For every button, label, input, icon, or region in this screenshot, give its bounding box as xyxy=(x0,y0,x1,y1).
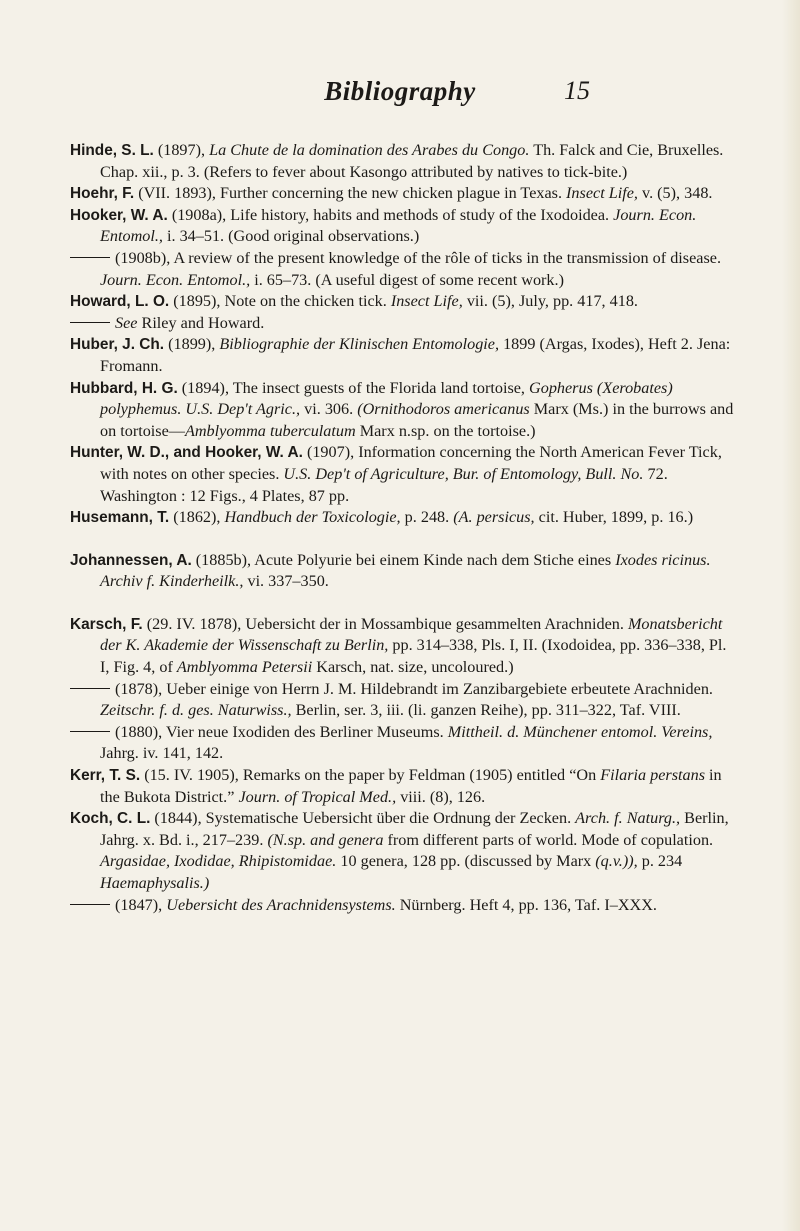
entry-hoehr xyxy=(70,183,735,205)
entry-date: (1897), xyxy=(157,141,206,159)
entry-see: See xyxy=(115,313,138,332)
bibliography-entries xyxy=(70,140,735,916)
entry-text: in the Bukota District.” xyxy=(100,766,722,806)
entry-title: Handbuch der Toxicologie, xyxy=(224,508,401,527)
entry-date: (1908a), xyxy=(171,205,227,224)
entry-details: Berlin, ser. 3, iii. (li. ganzen Reihe), pp. 311–322, Taf. VIII. xyxy=(295,701,681,720)
entry-journal: Journ. Econ. Entomol., xyxy=(100,205,697,246)
entry-author: Huber, J. Ch. xyxy=(70,336,165,354)
entry-author: Karsch, F. xyxy=(70,615,143,633)
entry-huber xyxy=(70,334,735,377)
entry-date: (1847), xyxy=(115,895,163,914)
entry-italic: Haemaphysalis.) xyxy=(100,874,210,892)
entry-text: pp. 314–338, Pls. I, II. (Ixodoidea, pp. 336–338, Pl. I, Fig. 4, of xyxy=(100,636,727,677)
entry-title: La Chute de la domination des Arabes du Congo. xyxy=(209,141,530,159)
entry-text: Further concerning the new chicken plague in Texas. xyxy=(220,184,562,203)
entry-date: (1878), xyxy=(115,679,163,698)
entry-hooker-1908b xyxy=(70,248,735,291)
entry-title: Uebersicht des Arachnidensystems. xyxy=(166,895,396,914)
entry-hinde xyxy=(70,140,735,183)
ditto-dash xyxy=(70,688,110,689)
entry-author: Koch, C. L. xyxy=(70,810,151,828)
entry-koch-1844 xyxy=(70,808,735,894)
entry-karsch-1880 xyxy=(70,722,735,765)
entry-author: Hubbard, H. G. xyxy=(70,379,178,397)
entry-author: Hoehr, F. xyxy=(70,185,135,203)
entry-date: (1908b), xyxy=(115,248,171,267)
entry-details: i. 65–73. (A useful digest of some recent work.) xyxy=(254,270,564,289)
entry-details: vi. 337–350. xyxy=(247,572,329,591)
entry-text: p. 248. xyxy=(404,508,450,527)
entry-details: Th. Falck and Cie, Bruxelles. Chap. xii., p. 3. (Refers to fever about Kasongo attributed by natives to tick-bite.) xyxy=(100,141,724,181)
entry-author: Hooker, W. A. xyxy=(70,206,168,224)
entry-date: (1885b), xyxy=(195,550,252,569)
entry-details: Nürnberg. Heft 4, pp. 136, Taf. I–XXX. xyxy=(399,895,657,914)
entry-details: 1899 (Argas, Ixodes), Heft 2. Jena: Fromann. xyxy=(100,335,731,375)
entry-text: Uebersicht der in Mossambique gesammelten Arachniden. xyxy=(245,614,624,633)
entry-text: vi. 306. xyxy=(304,400,354,419)
ditto-dash xyxy=(70,731,110,732)
entry-journal: Journ. Econ. Entomol., xyxy=(100,270,251,289)
entry-title: Bibliographie der Klinischen Entomologie, xyxy=(219,335,500,354)
entry-koch-1847 xyxy=(70,895,735,917)
entry-details: Jahrg. iv. 141, 142. xyxy=(100,744,224,763)
entry-details: vii. (5), July, pp. 417, 418. xyxy=(466,292,638,311)
entry-details: viii. (8), 126. xyxy=(400,787,486,806)
entry-journal: Zeitschr. f. d. ges. Naturwiss., xyxy=(100,701,292,720)
ditto-dash xyxy=(70,257,110,258)
entry-author: Hinde, S. L. xyxy=(70,142,154,159)
entry-details: Riley and Howard. xyxy=(141,313,265,332)
entry-howard-see xyxy=(70,313,735,335)
entry-details: v. (5), 348. xyxy=(642,184,713,203)
entry-italic: Gopherus (Xerobates) polyphemus. U.S. Dep't Agric., xyxy=(100,378,673,419)
entry-hunter-hooker xyxy=(70,442,735,507)
entry-howard xyxy=(70,291,735,313)
entry-text: Systematische Uebersicht über die Ordnung der Zecken. xyxy=(205,809,572,828)
entry-italic: Amblyomma tuberculatum xyxy=(184,421,356,440)
entry-details: 72. Washington : 12 Figs., 4 Plates, 87 pp. xyxy=(100,464,668,505)
entry-date: (1894), xyxy=(181,378,229,397)
entry-details: Marx n.sp. on the tortoise.) xyxy=(359,421,536,440)
entry-text: Life history, habits and methods of study of the Ixodoidea. xyxy=(230,205,610,224)
entry-italic: Filaria perstans xyxy=(600,766,705,785)
entry-hooker-1908a xyxy=(70,205,735,248)
ditto-dash xyxy=(70,904,110,905)
entry-journal: Monatsbericht der K. Akademie der Wissenschaft zu Berlin, xyxy=(100,614,723,655)
entry-date: (1895), xyxy=(173,292,221,311)
entry-italic: (N.sp. and genera xyxy=(267,830,384,849)
entry-text: A review of the present knowledge of the rôle of ticks in the transmission of disease. xyxy=(173,248,721,267)
entry-journal: Arch. f. Naturg., xyxy=(575,809,681,828)
entry-karsch-1878b xyxy=(70,679,735,722)
entry-date: (29. IV. 1878), xyxy=(146,614,242,633)
entry-italic: (A. persicus, xyxy=(453,508,535,527)
entry-italic: (Ornithodoros americanus xyxy=(357,400,530,419)
entry-date: (1899), xyxy=(168,335,216,354)
running-title: Bibliography xyxy=(324,76,476,106)
entry-journal: Ixodes ricinus. Archiv f. Kinderheilk., xyxy=(100,550,711,591)
entry-journal: Mittheil. d. Münchener entomol. Vereins, xyxy=(447,722,713,741)
entry-date: (1862), xyxy=(173,508,221,527)
entry-details: i. 34–51. (Good original observations.) xyxy=(167,227,420,246)
entry-author: Kerr, T. S. xyxy=(70,767,141,785)
entry-text: Vier neue Ixodiden des Berliner Museums. xyxy=(165,722,444,741)
entry-date: (1880), xyxy=(115,722,163,741)
entry-journal: Insect Life, xyxy=(566,184,638,203)
entry-author: Hunter, W. D., and Hooker, W. A. xyxy=(70,444,303,462)
entry-date: (1844), xyxy=(154,809,202,828)
entry-details: Karsch, nat. size, uncoloured.) xyxy=(316,658,514,677)
entry-italic: (q.v.)), xyxy=(595,852,638,871)
page-edge-shadow xyxy=(782,0,800,1231)
page-header xyxy=(0,76,800,116)
entry-date: (VII. 1893), xyxy=(138,184,216,203)
entry-text: Note on the chicken tick. xyxy=(224,292,387,311)
entry-text: Marx (Ms.) in the burrows and on tortoise— xyxy=(100,400,734,440)
entry-text: p. 234 xyxy=(641,852,683,871)
entry-johannessen xyxy=(70,550,735,593)
entry-author: Husemann, T. xyxy=(70,509,170,527)
entry-hubbard xyxy=(70,378,735,443)
ditto-dash xyxy=(70,322,110,323)
entry-date: (15. IV. 1905), xyxy=(144,766,239,785)
entry-details: cit. Huber, 1899, p. 16.) xyxy=(538,508,694,527)
entry-journal: Insect Life, xyxy=(390,292,463,311)
entry-text: Ueber einige von Herrn J. M. Hildebrandt im Zanzibargebiete erbeutete Arachniden. xyxy=(166,679,713,698)
entry-text: Acute Polyurie bei einem Kinde nach dem Stiche eines xyxy=(254,550,612,569)
entry-text: 10 genera, 128 pp. (discussed by Marx xyxy=(340,852,592,871)
entry-date: (1907), xyxy=(306,443,355,462)
entry-journal: U.S. Dep't of Agriculture, Bur. of Entomology, Bull. No. xyxy=(283,464,644,483)
entry-text: The insect guests of the Florida land tortoise, xyxy=(232,378,525,397)
entry-italic: Argasidae, Ixodidae, Rhipistomidae. xyxy=(100,852,337,871)
entry-husemann xyxy=(70,507,735,529)
entry-text: from different parts of world. Mode of copulation. xyxy=(387,830,714,849)
entry-italic: Amblyomma Petersii xyxy=(176,658,313,677)
entry-journal: Journ. of Tropical Med., xyxy=(238,787,397,806)
entry-text: Information concerning the North American Fever Tick, with notes on other species. xyxy=(100,443,722,483)
entry-text: Remarks on the paper by Feldman (1905) entitled “On xyxy=(242,766,597,785)
entry-kerr xyxy=(70,765,735,808)
page-number: 15 xyxy=(564,76,590,105)
entry-author: Howard, L. O. xyxy=(70,293,170,311)
entry-karsch-1878a xyxy=(70,614,735,679)
entry-text: Berlin, Jahrg. x. Bd. i., 217–239. xyxy=(100,809,729,849)
entry-author: Johannessen, A. xyxy=(70,551,192,569)
